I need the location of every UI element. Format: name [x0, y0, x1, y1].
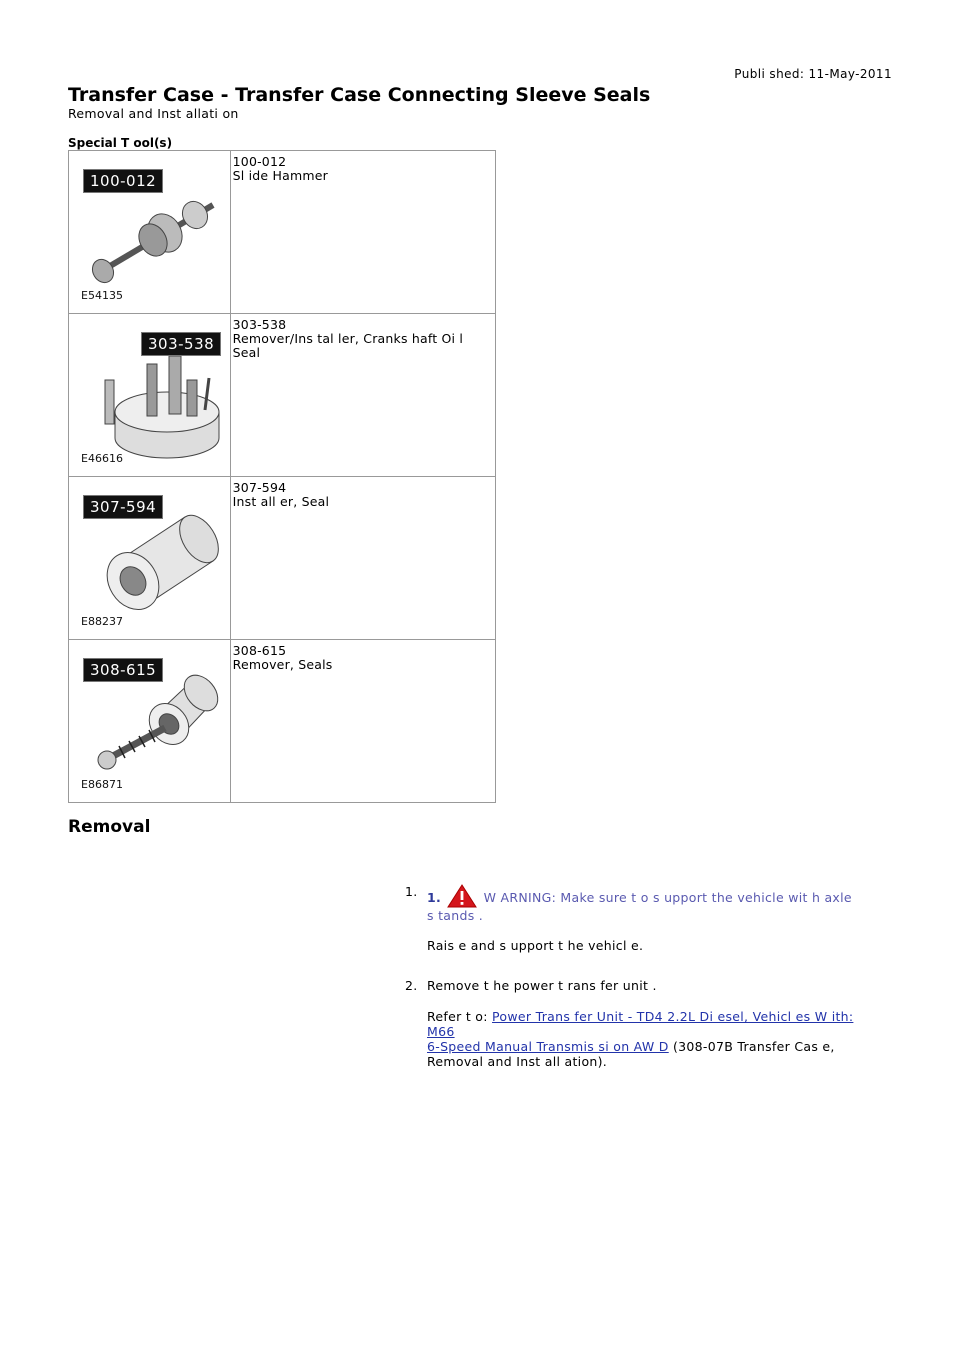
- refer-suffix-continued: Removal and Inst all ation).: [427, 1054, 608, 1069]
- power-transfer-unit-link-continued[interactable]: 6-Speed Manual Transmis si on AW D: [427, 1039, 669, 1054]
- step-body: [427, 884, 885, 953]
- step-number: 1.: [405, 884, 418, 899]
- refer-to: [427, 1009, 885, 1069]
- image-reference: E86871: [81, 778, 123, 791]
- step-text: Remove t he power t rans fer unit .: [427, 978, 657, 993]
- tool-code: 308-615: [232, 643, 287, 658]
- tool-description: [230, 151, 495, 314]
- refer-suffix: (308-07B Transfer Cas e,: [668, 1039, 835, 1054]
- page-subtitle: Removal and Inst allati on: [68, 106, 239, 121]
- special-tools-table: [68, 150, 496, 803]
- power-transfer-unit-link[interactable]: Power Trans fer Unit - TD4 2.2L Di esel, Vehicl es W ith: M66: [427, 1009, 854, 1039]
- warning-line: [427, 884, 885, 908]
- table-row: [69, 314, 496, 477]
- warning-icon: [447, 884, 477, 908]
- tool-image-cell: [69, 477, 231, 640]
- warning-text-continued: s tands .: [427, 908, 484, 923]
- tool-code: 100-012: [232, 154, 287, 169]
- tool-tag: 303-538: [141, 332, 221, 356]
- tool-name: Sl ide Hammer: [232, 168, 328, 183]
- table-row: [69, 151, 496, 314]
- tool-image-cell: [69, 314, 231, 477]
- removal-heading: Removal: [68, 817, 151, 837]
- special-tools-heading: Special T ool(s): [68, 136, 173, 150]
- step-number: 2.: [405, 978, 418, 993]
- tool-code: 303-538: [232, 317, 287, 332]
- tool-tag: 100-012: [83, 169, 163, 193]
- refer-prefix: Refer t o:: [427, 1009, 493, 1024]
- tool-tag: 308-615: [83, 658, 163, 682]
- image-reference: E46616: [81, 452, 123, 465]
- tool-name: Inst all er, Seal: [232, 494, 330, 509]
- tool-description: [230, 640, 495, 803]
- step-inline-number: 1.: [427, 890, 442, 905]
- step-body: [427, 978, 885, 1069]
- page-title: Transfer Case - Transfer Case Connecting Sleeve Seals: [68, 84, 651, 106]
- tool-name: Remover/Ins tal ler, Cranks haft Oi l Seal: [232, 331, 464, 360]
- tool-tag: 307-594: [83, 495, 163, 519]
- step-detail: Rais e and s upport t he vehicl e.: [427, 938, 644, 953]
- table-row: [69, 640, 496, 803]
- removal-step-1: [405, 884, 885, 953]
- image-reference: E54135: [81, 289, 123, 302]
- image-reference: E88237: [81, 615, 123, 628]
- published-date: Publi shed: 11-May-2011: [734, 67, 892, 81]
- table-row: [69, 477, 496, 640]
- tool-description: [230, 477, 495, 640]
- warning-text: W ARNING: Make sure t o s upport the vehicle wit h axle: [479, 890, 852, 905]
- tool-image-cell: [69, 151, 231, 314]
- tool-image-cell: [69, 640, 231, 803]
- tool-name: Remover, Seals: [232, 657, 333, 672]
- removal-step-2: [405, 978, 885, 1069]
- tool-code: 307-594: [232, 480, 287, 495]
- tool-description: [230, 314, 495, 477]
